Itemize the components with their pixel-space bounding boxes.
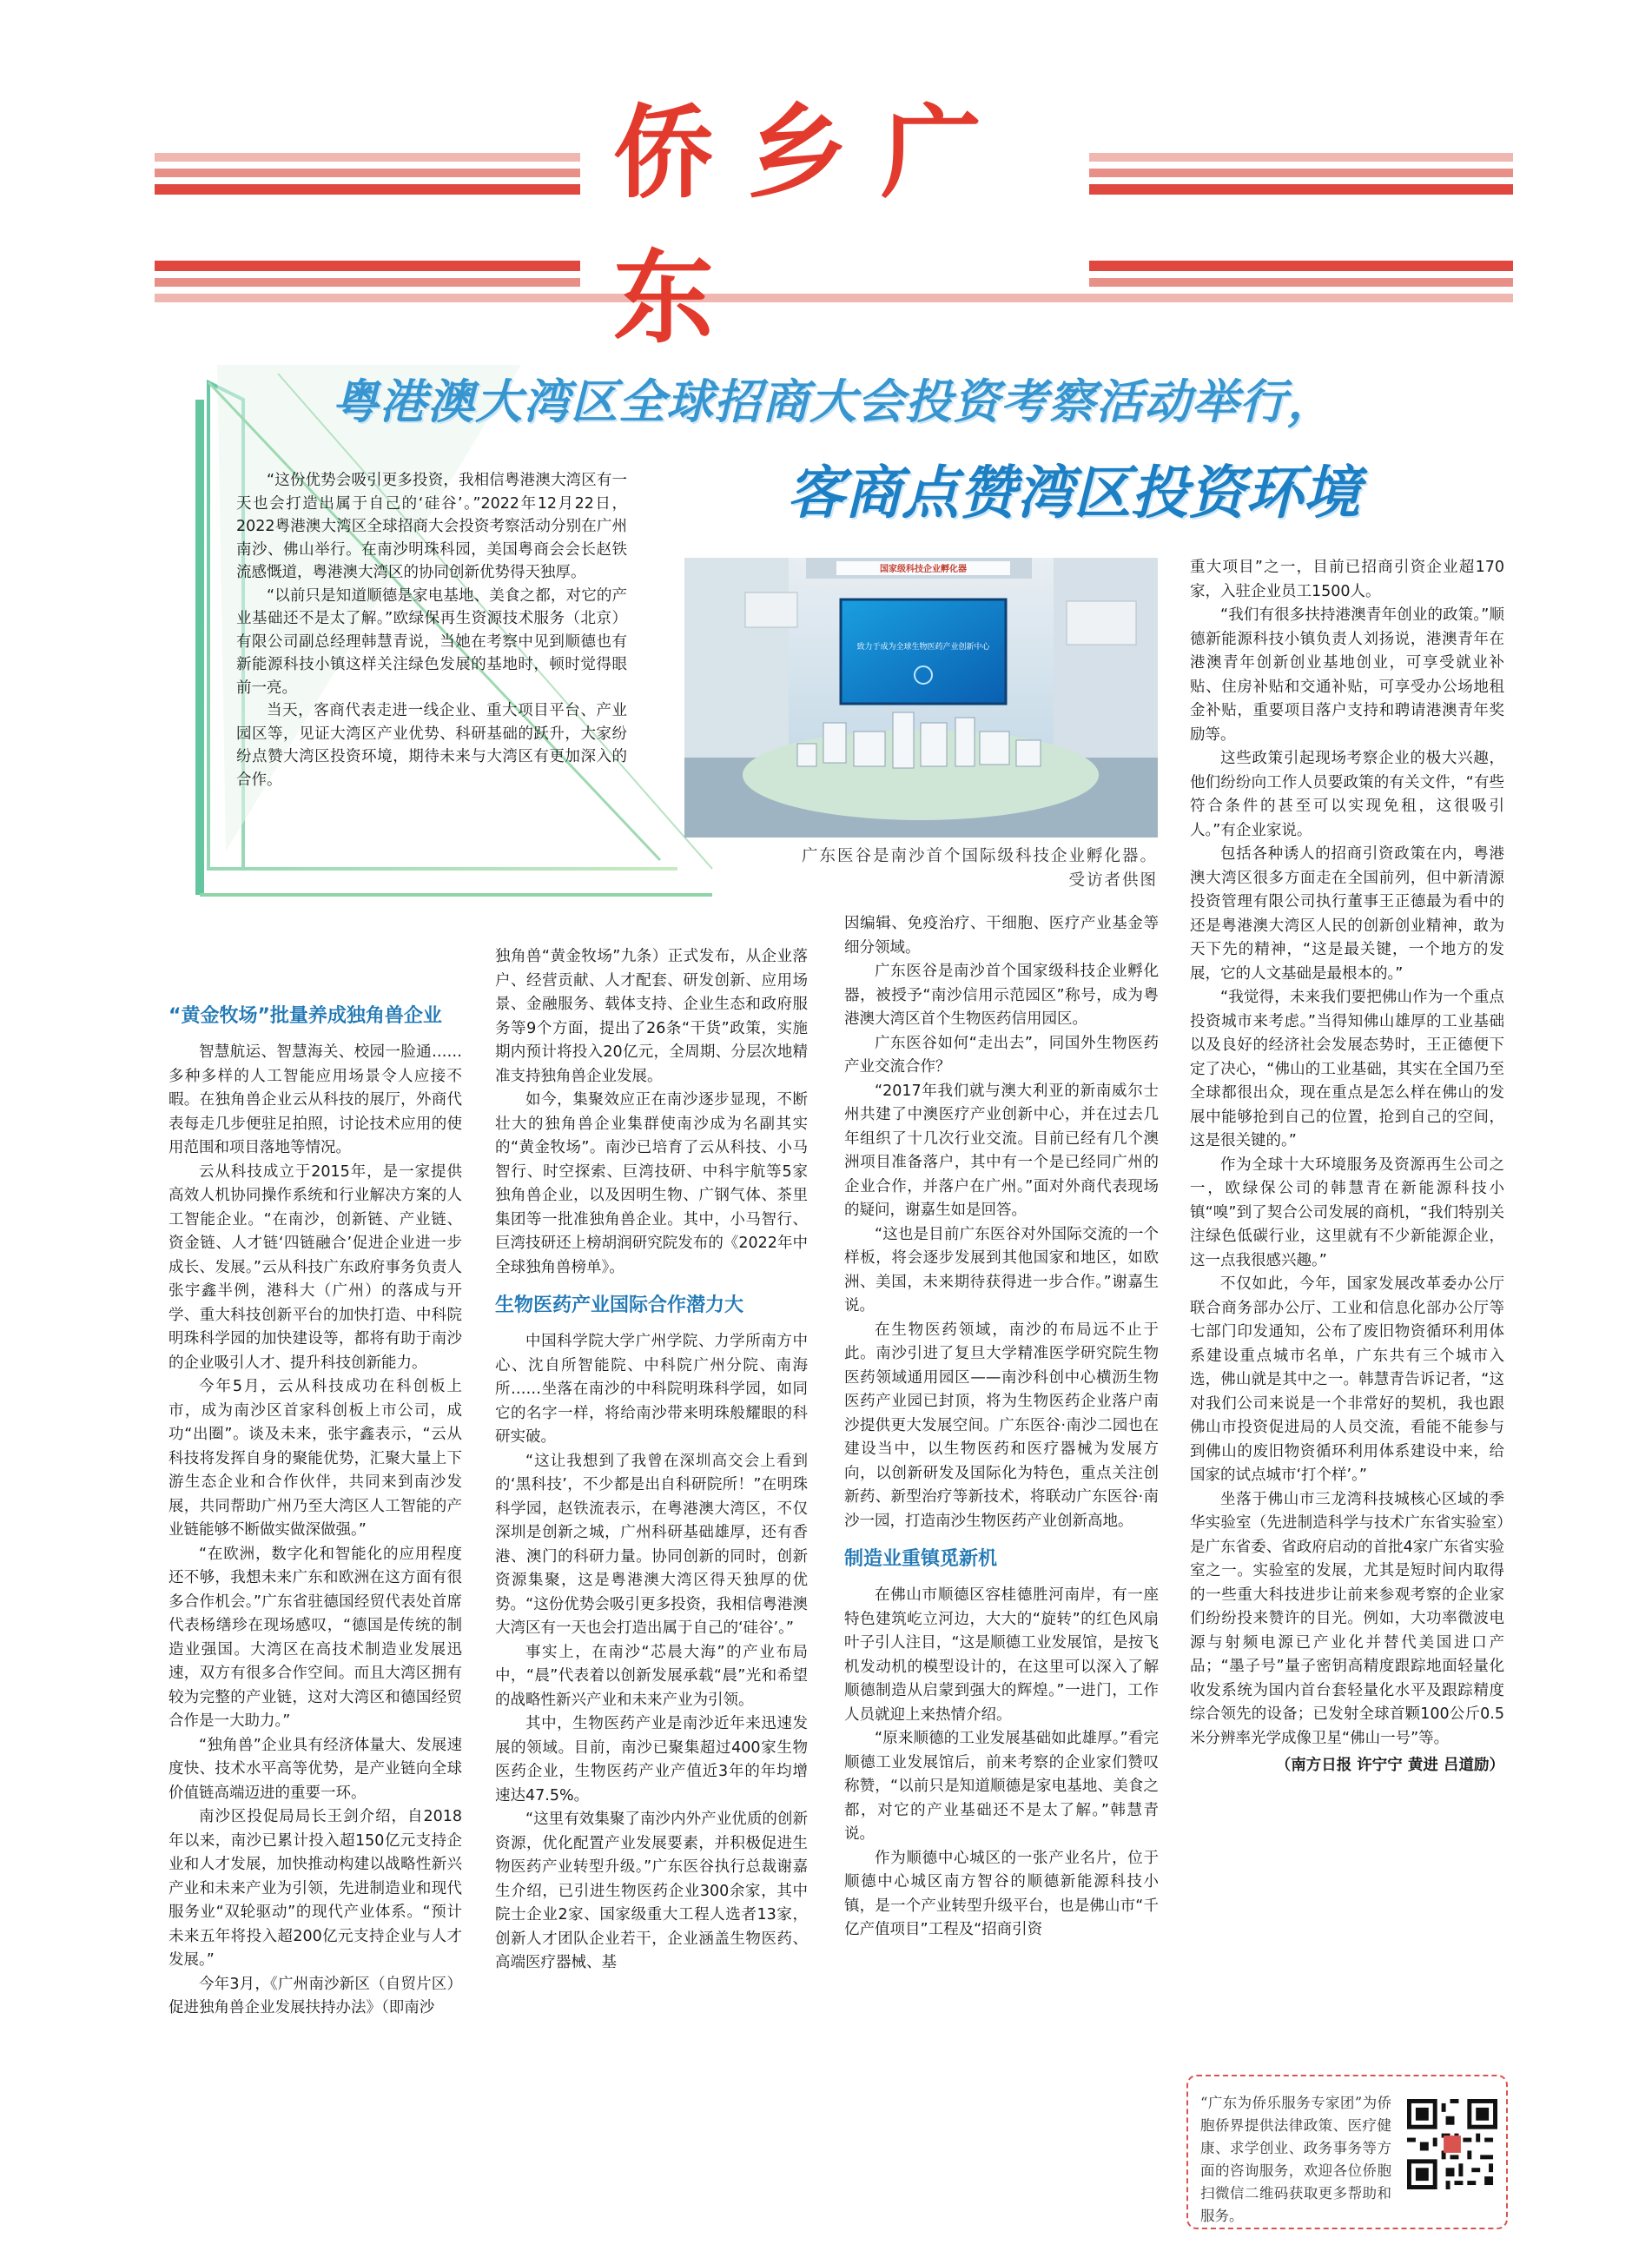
paragraph: 广东医谷如何“走出去”，同国外生物医药产业交流合作？: [844, 1034, 1159, 1076]
section-heading: 生物医药产业国际合作潜力大: [495, 1295, 744, 1316]
paragraph: 今年5月，云从科技成功在科创板上市，成为南沙区首家科创板上市公司，成功“出圈”。谈及未来，张宇鑫表示，“云从科技将发挥自身的聚能优势，汇聚大量上下游生态企业和合作伙伴，共同来到南沙发展，共同帮助广州乃至大湾区人工智能的产业链能够不断做实做深做强。”: [169, 1378, 462, 1539]
paragraph: 这些政策引起现场考察企业的极大兴趣，他们纷纷向工作人员要政策的有关文件，“有些符合条件的甚至可以实现免租，这很吸引人。”有企业家说。: [1190, 750, 1504, 839]
section-heading: “黄金牧场”批量养成独角兽企业: [169, 1005, 442, 1027]
paragraph: 坐落于佛山市三龙湾科技城核心区域的季华实验室（先进制造科学与技术广东省实验室）是广东省委、省政府启动的首批4家广东省实验室之一。实验室的发展，尤其是短时间内取得的一些重大科技进步让前来参观考察的企业家们纷纷投来赞许的目光。例如，大功率微波电源与射频电源已产业化并替代美国进口产品；“墨子号”量子密钥高精度跟踪地面轻量化收发系统为国内首台套轻量化水平及跟踪精度综合领先的设备；已发射全球首颗100公斤0.5米分辨率光学成像卫星“佛山一号”等。: [1190, 1490, 1504, 1747]
paragraph: “我们有很多扶持港澳青年创业的政策。”顺德新能源科技小镇负责人刘扬说，港澳青年在港澳青年创新创业基地创业，可享受就业补贴、住房补贴和交通补贴，可享受办公场地租金补贴，重要项目落户支持和聘请港澳青年奖励等。: [1190, 606, 1504, 744]
masthead: [580, 95, 1089, 357]
paragraph: 在佛山市顺德区容桂德胜河南岸，有一座特色建筑屹立河边，大大的“旋转”的红色风扇叶子引人注目，“这是顺德工业发展馆，是按飞机发动机的模型设计的，在这里可以深入了解顺德制造从启蒙到强大的辉煌。”一进门，工作人员就迎上来热情介绍。: [844, 1586, 1159, 1724]
article-column-1: [169, 990, 462, 2021]
paragraph: 南沙区投促局局长王剑介绍，自2018年以来，南沙已累计投入超150亿元支持企业和人才发展，加快推动构建以战略性新兴产业和未来产业为引领，先进制造业和现代服务业“双轮驱动”的现代产业体系。“预计未来五年将投入超200亿元支持企业与人才发展。”: [169, 1808, 462, 1969]
caption-credit: 受访者供图: [1068, 871, 1158, 890]
paragraph: “这也是目前广东医谷对外国际交流的一个样板，将会逐步发展到其他国家和地区，如欧洲、美国，未来期待获得进一步合作。”谢嘉生说。: [844, 1225, 1159, 1314]
caption-text: 广东医谷是南沙首个国际级科技企业孵化器。: [801, 847, 1158, 865]
paragraph: “这让我想到了我曾在深圳高交会上看到的‘黑科技’，不少都是出自科研院所！”在明珠科学园，赵铁流表示，在粤港澳大湾区，不仅深圳是创新之城，广州科研基础雄厚，还有香港、澳门的科研力量。协同创新的同时，创新资源集聚，这是粤港澳大湾区得天独厚的优势。“这份优势会吸引更多投资，我相信粤港澳大湾区有一天也会打造出属于自己的‘硅谷’。”: [495, 1452, 808, 1637]
paragraph: 广东医谷是南沙首个国家级科技企业孵化器，被授予“南沙信用示范园区”称号，成为粤港澳大湾区首个生物医药信用园区。: [844, 963, 1159, 1028]
intro-paragraph: 当天，客商代表走进一线企业、重大项目平台、产业园区等，见证大湾区产业优势、科研基础的跃升，大家纷纷点赞大湾区投资环境，期待未来与大湾区有更加深入的合作。: [236, 702, 627, 789]
paragraph: 作为顺德中心城区的一张产业名片，位于顺德中心城区南方智谷的顺德新能源科技小镇，是一个产业转型升级平台，也是佛山市“千亿产值项目”工程及“招商引资: [844, 1849, 1159, 1938]
photo-caption: [684, 844, 1158, 893]
paragraph: “这里有效集聚了南沙内外产业优质的创新资源，优化配置产业发展要素，并积极促进生物医药产业转型升级。”广东医谷执行总裁谢嘉生介绍，已引进生物医药企业300余家，其中院士企业2家、国家级重大工程人选者13家，创新人才团队企业若干，企业涵盖生物医药、高端医疗器械、基: [495, 1811, 808, 1971]
headline-line2: 客商点赞湾区投资环境: [787, 460, 1360, 526]
photo-screen-text: 致力于成为全球生物医药产业创新中心: [856, 643, 990, 652]
article-column-4: [1190, 556, 1504, 1778]
article-column-2: [495, 945, 808, 1976]
paragraph: 其中，生物医药产业是南沙近年来迅速发展的领域。目前，南沙已聚集超过400家生物医药企业，生物医药产业产值近3年的年均增速达47.5%。: [495, 1715, 808, 1804]
paragraph: 智慧航运、智慧海关、校园一脸通……多种多样的人工智能应用场景令人应接不暇。在独角兽企业云从科技的展厅，外商代表每走几步便驻足拍照，讨论技术应用的使用范围和项目落地等情况。: [169, 1043, 462, 1156]
paragraph: 在生物医药领域，南沙的布局远不止于此。南沙引进了复旦大学精准医学研究院生物医药领域通用园区——南沙科创中心横沥生物医药产业园已封顶，将为生物医药企业落户南沙提供更大发展空间。广东医谷·南沙二园也在建设当中，以生物医药和医疗器械为发展方向，以创新研发及国际化为特色，重点关注创新药、新型治疗等新技术，将联动广东医谷·南沙一园，打造南沙生物医药产业创新高地。: [844, 1321, 1159, 1530]
byline: （南方日报 许宁宁 黄进 吕道励）: [1275, 1757, 1504, 1774]
photo-sign: 国家级科技企业孵化器: [880, 565, 967, 574]
service-box: [1186, 2075, 1508, 2229]
intro-paragraph: “这份优势会吸引更多投资，我相信粤港澳大湾区有一天也会打造出属于自己的‘硅谷’。”2022年12月22日，2022粤港澳大湾区全球招商大会投资考察活动分别在广州南沙、佛山举行。在南沙明珠科园，美国粤商会会长赵铁流感慨道，粤港澳大湾区的协同创新优势得天独厚。: [236, 472, 627, 581]
paragraph: 包括各种诱人的招商引资政策在内，粤港澳大湾区很多方面走在全国前列，但中新清源投资管理有限公司执行董事王正德最为看中的还是粤港澳大湾区人民的创新创业精神，敢为天下先的精神，“这是最关键，一个地方的发展，它的人文基础是最根本的。”: [1190, 845, 1504, 983]
paragraph: “在欧洲，数字化和智能化的应用程度还不够，我想未来广东和欧洲在这方面有很多合作机会。”广东省驻德国经贸代表处首席代表杨缮珍在现场感叹，“德国是传统的制造业强国。大湾区在高技术制造业发展迅速，双方有很多合作空间。而且大湾区拥有较为完整的产业链，这对大湾区和德国经贸合作是一大助力。”: [169, 1545, 462, 1730]
paragraph: “2017年我们就与澳大利亚的新南威尔士州共建了中澳医疗产业创新中心，并在过去几年组织了十几次行业交流。目前已经有几个澳洲项目准备落户，其中有一个是已经同广州的企业合作，并落户在广州。”面对外商代表现场的疑问，谢嘉生如是回答。: [844, 1082, 1159, 1219]
section-heading: 制造业重镇觅新机: [844, 1548, 998, 1570]
qr-code-icon[interactable]: [1407, 2099, 1497, 2189]
article-column-3: [844, 912, 1159, 1943]
paragraph: 独角兽“黄金牧场”九条）正式发布，从企业落户、经营贡献、人才配套、研发创新、应用场景、金融服务、载体支持、企业生态和政府服务等9个方面，提出了26条“干货”政策，实施期内预计将投入20亿元，全周期、分层次地精准支持独角兽企业发展。: [495, 948, 808, 1085]
paragraph: 重大项目”之一，目前已招商引资企业超170家，入驻企业员工1500人。: [1190, 559, 1504, 600]
incubator-photo: [684, 558, 1158, 838]
paragraph: 作为全球十大环境服务及资源再生公司之一，欧绿保公司的韩慧青在新能源科技小镇“嗅”到了契合公司发展的商机，“我们特别关注绿色低碳行业，这里就有不少新能源企业，这一点我很感兴趣。”: [1190, 1155, 1504, 1269]
masthead-title: 侨乡广东: [613, 95, 1014, 357]
paragraph: “我觉得，未来我们要把佛山作为一个重点投资城市来考虑。”当得知佛山雄厚的工业基础以及良好的经济社会发展态势时，王正德便下定了决心，“佛山的工业基础，其实在全国乃至全球都很出众，现在重点是怎么样在佛山的发展中能够抢到自己的位置，抢到自己的空间，这是很关键的。”: [1190, 989, 1504, 1149]
paragraph: 因编辑、免疫治疗、干细胞、医疗产业基金等细分领域。: [844, 915, 1159, 957]
service-text: “广东为侨乐服务专家团”为侨胞侨界提供法律政策、医疗健康、求学创业、政务事务等方面的咨询服务，欢迎各位侨胞扫微信二维码获取更多帮助和服务。: [1200, 2095, 1391, 2224]
paragraph: 云从科技成立于2015年，是一家提供高效人机协同操作系统和行业解决方案的人工智能企业。“在南沙，创新链、产业链、资金链、人才链‘四链融合’促进企业进一步成长、发展。”云从科技广东政府事务负责人张宇鑫半例，港科大（广州）的落成与开学、重大科技创新平台的加快打造、中科院明珠科学园的加快建设等，都将有助于南沙的企业吸引人才、提升科技创新能力。: [169, 1162, 462, 1372]
paragraph: 不仅如此，今年，国家发展改革委办公厅联合商务部办公厅、工业和信息化部办公厅等七部门印发通知，公布了废旧物资循环利用体系建设重点城市名单，广东共有三个城市入选，佛山就是其中之一。韩慧青告诉记者，“这对我们公司来说是一个非常好的契机，我也跟佛山市投资促进局的人员交流，看能不能参与到佛山的废旧物资循环利用体系建设中来，给国家的试点城市‘打个样’。”: [1190, 1275, 1504, 1484]
paragraph: “原来顺德的工业发展基础如此雄厚。”看完顺德工业发展馆后，前来考察的企业家们赞叹称赞，“以前只是知道顺德是家电基地、美食之都，对它的产业基础还不是太了解。”韩慧青说。: [844, 1730, 1159, 1843]
paragraph: 如今，集聚效应正在南沙逐步显现，不断壮大的独角兽企业集群使南沙成为名副其实的“黄金牧场”。南沙已培育了云从科技、小马智行、时空探索、巨湾技研、中科宇航等5家独角兽企业，以及因明生物、广钢气体、茶里集团等一批准独角兽企业。其中，小马智行、巨湾技研还上榜胡润研究院发布的《2022年中全球独角兽榜单》。: [495, 1091, 808, 1276]
paragraph: 今年3月，《广州南沙新区（自贸片区）促进独角兽企业发展扶持办法》（即南沙: [169, 1975, 462, 2016]
paragraph: 事实上，在南沙“芯晨大海”的产业布局中，“晨”代表着以创新发展承载“晨”光和希望的战略性新兴产业和未来产业为引领。: [495, 1643, 808, 1709]
paragraph: “独角兽”企业具有经济体量大、发展速度快、技术水平高等优势，是产业链向全球价值链高端迈进的重要一环。: [169, 1736, 462, 1802]
intro-text: [236, 469, 627, 791]
intro-paragraph: “以前只是知道顺德是家电基地、美食之都，对它的产业基础还不是太了解。”欧绿保再生资源技术服务（北京）有限公司副总经理韩慧青说，当她在考察中见到顺德也有新能源科技小镇这样关注绿色发展的基地时，顿时觉得眼前一亮。: [236, 586, 627, 697]
paragraph: 中国科学院大学广州学院、力学所南方中心、沈自所智能院、中科院广州分院、南海所……坐落在南沙的中科院明珠科学园，如同它的名字一样，将给南沙带来明珠般耀眼的科研实破。: [495, 1333, 808, 1446]
headline-line1: 粤港澳大湾区全球招商大会投资考察活动举行，: [332, 374, 1335, 429]
